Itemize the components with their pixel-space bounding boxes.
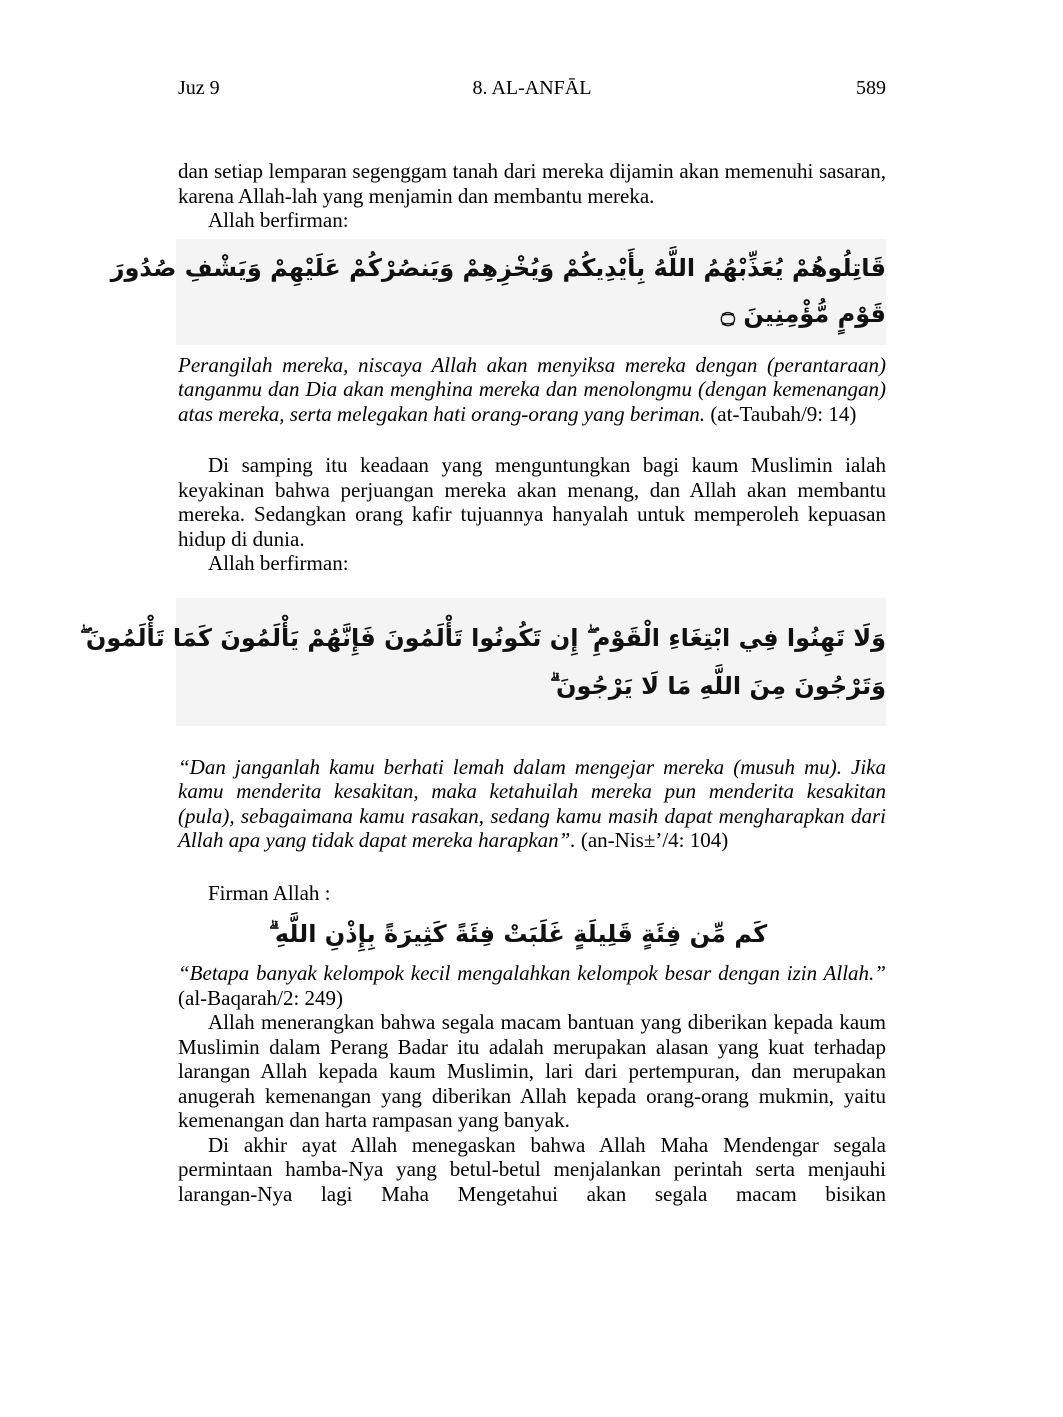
paragraph-1: dan setiap lemparan segenggam tanah dari mereka dijamin akan memenuhi sasaran, karena Allah-lah yang menjamin dan membantu mereka. [178, 159, 886, 208]
verse-2-translation-text: “Dan janganlah kamu berhati lemah dalam mengejar mereka (musuh mu). Jika kamu menderita kesakitan, maka ketahuilah mereka pun menderita kesakitan (pula), sebagaimana kamu rasakan, sedang kamu masih dapat mengharapkan dari Allah apa yang tidak dapat mereka harapkan”. [178, 754, 886, 852]
page [79, 74, 886, 1206]
arabic-verse-2-line-2: وَتَرْجُونَ مِنَ اللَّهِ مَا لَا يَرْجُونَ ۗ [549, 671, 886, 700]
surah-title: 8. AL-ANFĀL [472, 77, 592, 99]
arabic-verse-1-line-2: قَوْمٍ مُّؤْمِنِينَ ۝ [720, 299, 886, 328]
intro-1: Allah berfirman: [208, 208, 349, 232]
intro-2: Allah berfirman: [208, 551, 349, 575]
arabic-verse-3-line-1: كَم مِّن فِئَةٍ قَلِيلَةٍ غَلَبَتْ فِئَةً كَثِيرَةً بِإِذْنِ اللَّهِ ۗ [268, 920, 768, 948]
verse-2-reference: (an-Nis±’/4: 104) [575, 828, 729, 852]
arabic-verse-1-line-1: قَاتِلُوهُمْ يُعَذِّبْهُمُ اللَّهُ بِأَيْدِيكُمْ وَيُخْزِهِمْ وَيَنصُرْكُمْ عَلَيْهِمْ وَيَشْفِ صُدُورَ [110, 253, 886, 282]
verse-1-translation-text: Perangilah mereka, niscaya Allah akan menyiksa mereka dengan (perantaraan) tanganmu dan Dia akan menghina mereka dan menolongmu (dengan kemenangan) atas mereka, serta melegakan hati orang-orang yang beriman. [178, 352, 886, 426]
verse-3-translation-text: “Betapa banyak kelompok kecil mengalahkan kelompok besar dengan izin Allah.” [178, 961, 886, 985]
verse-3-reference: (al-Baqarah/2: 249) [178, 985, 344, 1010]
paragraph-4: Di akhir ayat Allah menegaskan bahwa Allah Maha Mendengar segala permintaan hamba-Nya yang betul-betul menjalankan perintah serta menjauhi larangan-Nya lagi Maha Mengetahui akan segala macam bisikan [178, 1132, 886, 1206]
arabic-verse-2 [79, 598, 886, 726]
running-header [178, 74, 886, 104]
arabic-verse-2-line-1: وَلَا تَهِنُوا فِي ابْتِغَاءِ الْقَوْمِ ۖ إِن تَكُونُوا تَأْلَمُونَ فَإِنَّهُمْ يَأْلَمُونَ كَمَا تَأْلَمُونَ ۖ [79, 623, 886, 652]
verse-1-translation [178, 353, 886, 427]
page-number: 589 [856, 77, 886, 99]
verse-3-translation [178, 961, 886, 1010]
arabic-verse-3 [258, 909, 778, 959]
arabic-verse-1 [110, 239, 886, 345]
intro-3: Firman Allah : [208, 880, 331, 905]
verse-2-translation [178, 755, 886, 853]
paragraph-2: Di samping itu keadaan yang menguntungkan bagi kaum Muslimin ialah keyakinan bahwa perjuangan mereka akan menang, dan Allah akan membantu mereka. Sedangkan orang kafir tujuannya hanyalah untuk memperoleh kepuasan hidup di dunia. [178, 453, 886, 551]
juz-label: Juz 9 [178, 77, 220, 99]
verse-1-reference: (at-Taubah/9: 14) [705, 401, 857, 426]
paragraph-3: Allah menerangkan bahwa segala macam bantuan yang diberikan kepada kaum Muslimin dalam Perang Badar itu adalah merupakan alasan yang kuat terhadap larangan Allah kepada kaum Muslimin, lari dari pertempuran, dan merupakan anugerah kemenangan yang diberikan Allah kepada orang-orang mukmin, yaitu kemenangan dan harta rampasan yang banyak. [178, 1010, 886, 1132]
